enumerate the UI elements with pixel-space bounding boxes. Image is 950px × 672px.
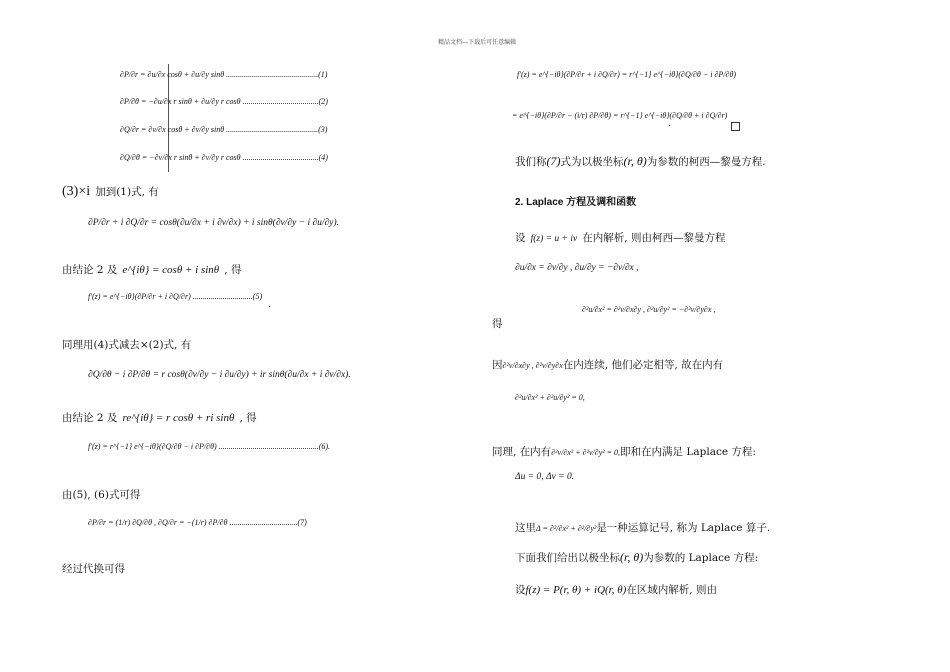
polar-coord: (r, θ) [620,550,644,564]
paragraph-cauchy-riemann [515,150,766,169]
equation-1: ∂P/∂r = ∂u/∂x cosθ + ∂u/∂y sinθ ..............................................(1) [120,70,328,79]
similar-statement [492,440,756,459]
polar-text: 下面我们给出以极坐标 [515,552,620,564]
step-2-text: 由结论 2 及 [62,264,118,276]
delta-equations: Δu = 0, Δv = 0. [515,472,575,482]
equation-6: f′(z) = r^{−1} e^{−iθ}(∂Q/∂θ − i ∂P/∂θ) ..................................................(6). [88,442,331,451]
step-3: 同理用(4)式减去×(2)式, 有 [62,339,192,351]
step-1 [62,180,159,200]
continuity-text-2: 在内连续, 他们必定相等, 故在内有 [562,359,724,371]
equation-3: ∂Q/∂r = ∂v/∂x cosθ + ∂v/∂y sinθ ..............................................(3) [120,125,328,134]
right-equation-1: f′(z) = e^{−iθ}(∂P/∂r + i ∂Q/∂r) = r^{−1} e^{−iθ}(∂Q/∂θ − i ∂P/∂θ) [517,70,737,79]
section-heading: 2. Laplace 方程及调和函数 [515,197,637,208]
para1-text-3: 为参数的柯西—黎曼方程. [646,156,766,168]
equation-5: f′(z) = e^{−iθ}(∂P/∂r + i ∂Q/∂r) ..............................(5) [88,292,263,301]
laplace-u: ∂²u/∂x² + ∂²u/∂y² = 0, [515,393,585,402]
right-equation-2: = e^{−iθ}(∂P/∂r − (i/r) ∂P/∂θ) = r^{−1} e^{−iθ}(∂Q/∂θ + i ∂Q/∂r) [512,111,728,120]
set-text: 设 [515,232,526,244]
para1-text: 我们称 [515,156,547,168]
derive-label: 得 [492,318,503,330]
end-of-proof-square [731,122,740,131]
set-analytic [515,226,725,245]
let-function: f(z) = P(r, θ) + iQ(r, θ) [525,584,627,596]
similar-text-2: 即和在内满足 Laplace 方程: [620,446,756,458]
let-text: 设 [515,584,526,596]
similar-text: 同理, 在内有 [492,446,552,458]
laplace-v: ∂²v/∂x² + ∂²v/∂y² = 0, [551,448,621,457]
equation-diff: ∂Q/∂θ − i ∂P/∂θ = r cosθ(∂v/∂y − i ∂u/∂y) + ir sinθ(∂u/∂x + i ∂v/∂x). [88,370,351,380]
equation-combined: ∂P/∂r + i ∂Q/∂r = cosθ(∂u/∂x + i ∂v/∂x) + i sinθ(∂v/∂y − i ∂u/∂y). [88,218,339,228]
para1-ref: (7) [546,154,561,168]
step-2 [62,258,241,277]
continuity-text: 因 [492,359,503,371]
set-text-2: 在内解析, 则由柯西—黎曼方程 [582,232,726,244]
page-header: 精品文档---下载后可任意编辑 [438,39,517,46]
let-text-2: 在区域内解析, 则由 [626,584,717,596]
step-6: 经过代换可得 [62,563,125,575]
para1-text-2: 式为以极坐标 [560,156,624,168]
mixed-partials: ∂²v/∂x∂y , ∂²v/∂y∂x [502,361,563,370]
right-equation-2-dot: . [668,117,672,129]
operator-text-2: 是一种运算记号, 称为 Laplace 算子. [596,522,771,534]
euler-formula: e^{iθ} = cosθ + i sinθ [122,264,220,276]
equation-7: ∂P/∂r = (1/r) ∂Q/∂θ , ∂Q/∂r = −(1/r) ∂P/∂θ ..................................(7) [88,518,307,527]
laplace-operator: Δ = ∂²/∂x² + ∂²/∂y² [536,524,597,533]
equation-4: ∂Q/∂θ = −∂v/∂x r sinθ + ∂v/∂y r cosθ ......................................(4) [120,153,328,162]
set-function: f(z) = u + iv [530,234,578,244]
step-4-suffix: , 得 [239,412,257,424]
polar-formula: re^{iθ} = r cosθ + ri sinθ [122,412,235,424]
second-derivatives: ∂²u/∂x² = ∂²v/∂x∂y , ∂²u/∂y² = −∂²v/∂y∂x , [582,305,716,314]
step-2-suffix: , 得 [224,264,242,276]
step-4-text: 由结论 2 及 [62,412,118,424]
step-4 [62,406,257,425]
polar-text-2: 为参数的 Laplace 方程: [643,552,759,564]
equation-2: ∂P/∂θ = −∂u/∂x r sinθ + ∂u/∂y r cosθ ......................................(2) [120,97,328,106]
equation-5-dot: . [268,298,272,310]
step-1-expression: (3)×i [62,184,91,199]
operator-text: 这里 [515,522,536,534]
polar-intro [515,546,758,565]
cauchy-riemann-equations: ∂u/∂x = ∂v/∂y , ∂u/∂y = −∂v/∂x , [515,263,639,273]
step-5: 由(5), (6)式可得 [62,489,141,501]
let-analytic [515,578,717,597]
para1-coord: (r, θ) [623,154,647,168]
continuity-statement [492,353,723,372]
step-1-text: 加到(1)式, 有 [95,186,159,198]
operator-definition [515,516,770,535]
